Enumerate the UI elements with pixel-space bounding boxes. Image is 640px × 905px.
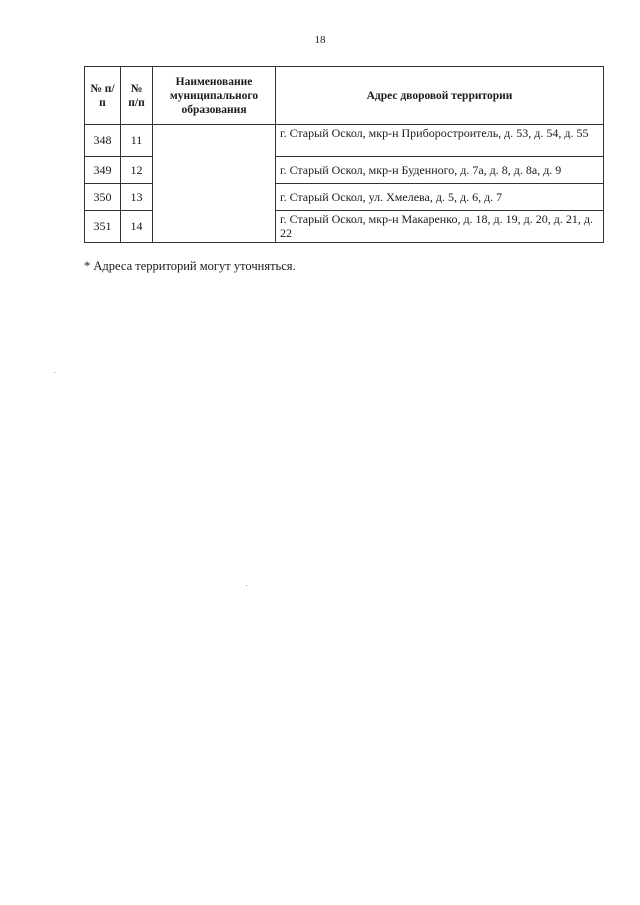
cell-address: г. Старый Оскол, мкр-н Буденного, д. 7а, д. 8, д. 8а, д. 9 bbox=[276, 157, 604, 184]
cell-address: г. Старый Оскол, мкр-н Приборостроитель, д. 53, д. 54, д. 55 bbox=[276, 125, 604, 157]
cell-index-local: 14 bbox=[121, 211, 153, 243]
address-table bbox=[84, 66, 604, 243]
cell-index-local: 11 bbox=[121, 125, 153, 157]
table-header-row bbox=[85, 67, 604, 125]
header-address: Адрес дворовой территории bbox=[276, 67, 604, 125]
header-municipality: Наименование муниципального образования bbox=[153, 67, 276, 125]
page-number: 18 bbox=[314, 34, 326, 46]
cell-index-overall: 348 bbox=[85, 125, 121, 157]
cell-index-local: 13 bbox=[121, 184, 153, 211]
cell-index-overall: 349 bbox=[85, 157, 121, 184]
footnote: * Адреса территорий могут уточняться. bbox=[84, 259, 296, 273]
cell-address: г. Старый Оскол, ул. Хмелева, д. 5, д. 6, д. 7 bbox=[276, 184, 604, 211]
scan-speck bbox=[246, 585, 247, 586]
table-row bbox=[85, 125, 604, 157]
cell-index-overall: 350 bbox=[85, 184, 121, 211]
cell-index-local: 12 bbox=[121, 157, 153, 184]
header-index-overall: № п/п bbox=[85, 67, 121, 125]
cell-index-overall: 351 bbox=[85, 211, 121, 243]
header-index-local: № п/п bbox=[121, 67, 153, 125]
scan-speck bbox=[54, 372, 55, 373]
cell-address: г. Старый Оскол, мкр-н Макаренко, д. 18, д. 19, д. 20, д. 21, д. 22 bbox=[276, 211, 604, 243]
cell-municipality bbox=[153, 125, 276, 243]
